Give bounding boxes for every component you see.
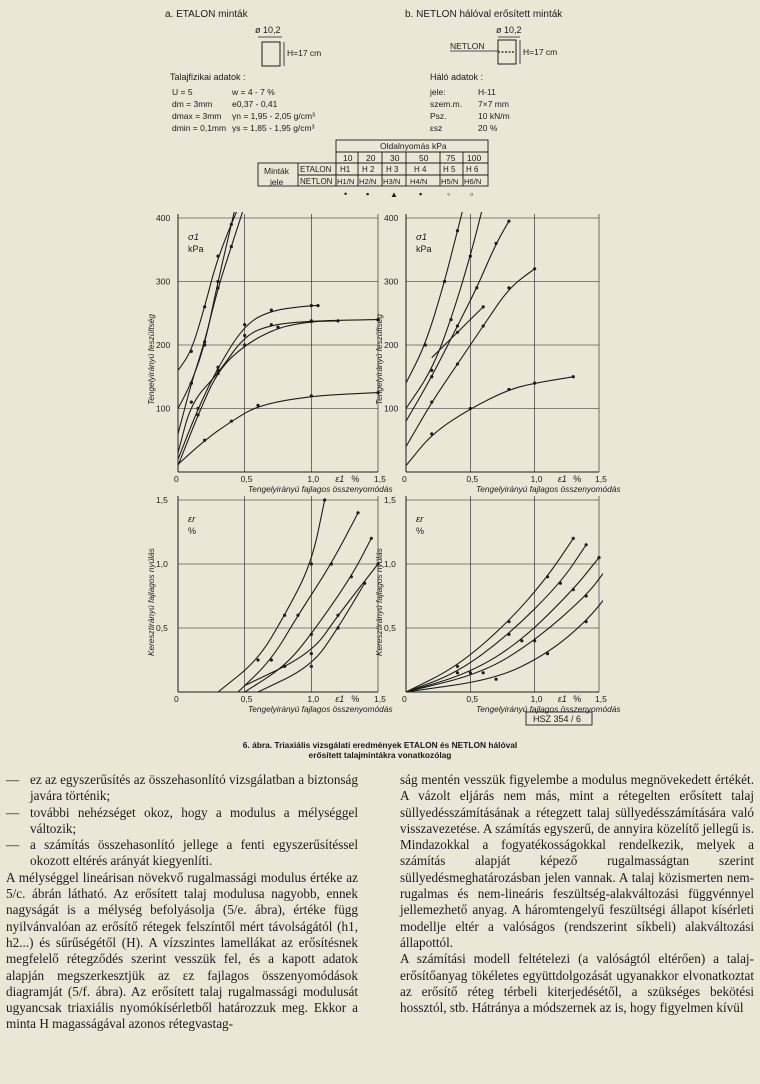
data-point: [507, 620, 510, 623]
y-tick-label: 0,5: [156, 623, 168, 633]
data-point: [243, 343, 246, 346]
series-line: [218, 500, 325, 692]
bullet-2-text: további nehézséget okoz, hogy a modulus a mélységgel változik;: [30, 804, 358, 836]
y-tick-label: 300: [156, 276, 171, 287]
x-tick-label: 0,5: [240, 694, 253, 704]
data-point: [533, 382, 536, 385]
data-point: [190, 401, 193, 404]
y-tick-label: 100: [156, 403, 171, 414]
x-tick-label: 0,5: [240, 474, 253, 484]
data-point: [336, 614, 339, 617]
data-point: [256, 404, 259, 407]
header-b-row0-c0: jele:: [430, 87, 446, 97]
data-point: [585, 594, 588, 597]
header-b-row2-c0: Psz.: [430, 111, 447, 121]
header-a-height: H=17 cm: [287, 48, 322, 58]
data-point: [456, 671, 459, 674]
x-axis-label: Tengelyirányú fajlagos összenyomódás: [476, 704, 621, 714]
x-unit: %: [573, 474, 582, 484]
y-symbol: σ1: [188, 232, 200, 243]
data-point: [469, 407, 472, 410]
x-tick-label: 1,5: [374, 474, 386, 484]
legend-row-label-2: jele: [270, 177, 284, 187]
legend-pressure-2: 30: [390, 153, 400, 163]
data-point: [243, 334, 246, 337]
data-point: [350, 575, 353, 578]
x-tick-label: 0: [174, 474, 179, 484]
x-tick-label: 0,5: [466, 694, 479, 704]
legend-netlon-label: NETLON: [300, 177, 333, 186]
x-tick-label: 1,0: [307, 474, 320, 484]
data-point: [276, 326, 279, 329]
paragraph-right-2: A számítási modell feltételezi (a valóságtól eltérően) a talaj-erősítőanyag tökéletes együttdolgozását ugyanakkor elvonatkoztat az erősítő réteg térbeli kiterjedésétől, a szükséges bekötési hossztól, stb. Hátránya a módszernek az is, hogy figyelmen kívül: [400, 951, 754, 1016]
data-point: [310, 652, 313, 655]
data-point: [597, 556, 600, 559]
x-tick-label: 1,5: [374, 694, 386, 704]
data-point: [572, 537, 575, 540]
figure-code: HSZ 354 / 6: [533, 714, 582, 724]
legend-marker-0: •: [344, 189, 348, 199]
header-b-row0-c1: H-11: [478, 87, 496, 97]
data-point: [216, 372, 219, 375]
series-line: [178, 393, 378, 465]
data-point: [243, 166, 246, 169]
data-point: [310, 633, 313, 636]
data-point: [533, 639, 536, 642]
data-point: [482, 324, 485, 327]
y-tick-label: 200: [384, 340, 399, 350]
header-a-row1-c0: dm = 3mm: [172, 99, 213, 109]
y-tick-label: 1,0: [384, 559, 396, 569]
paragraph-right-1: ság mentén vesszük figyelembe a modulus megnövekedett értékét. A vázolt eljárás nem más, mint a rétegelten erősített talaj süllyedésszámításának a rétegzett talaj süllyedésszámítására való visszavezetése. A számítás egyszerű, de annyira közelítő jellegű is. Mindazokkal a fogyatékosságokkal rendelkezik, melyek a számítás alapját képező rugalmasságtan szerint süllyedésmeghatározásban jelen vannak. A talaj közismerten nem-rugalmas és nem-lineáris feszültség-alakváltozási függvénnyel jellemezhető anyag. A háromtengelyű feszültségi állapot kísérleti modellje eltér a valóságos (rendszerint síkbeli) alakváltozási állapottól.: [400, 772, 754, 950]
x-symbol: ε1: [557, 474, 567, 484]
header-a-title: a. ETALON minták: [165, 9, 248, 20]
series-line: [406, 558, 599, 692]
x-tick-label: 1,0: [530, 694, 543, 704]
text-column-right: [400, 772, 754, 1016]
legend-etalon-0: H1: [340, 165, 351, 174]
data-point: [216, 366, 219, 369]
legend-pressure-header: Oldalnyomás kPa: [380, 141, 447, 151]
series-line: [406, 545, 586, 692]
y-unit: %: [416, 526, 425, 536]
data-point: [456, 665, 459, 668]
series-line: [406, 377, 573, 466]
data-point: [449, 318, 452, 321]
y-symbol: σ1: [416, 232, 428, 243]
data-point: [256, 658, 259, 661]
y-tick-label: 1,0: [156, 559, 168, 569]
x-axis-label: Tengelyirányú fajlagos összenyomódás: [248, 704, 393, 714]
data-point: [520, 639, 523, 642]
data-point: [203, 305, 206, 308]
data-point: [216, 255, 219, 258]
data-point: [456, 362, 459, 365]
data-point: [507, 220, 510, 223]
data-point: [604, 569, 607, 572]
bullet-3-text: a számítás összehasonlító jellege a fenti egyszerűsítéssel okozott eltérés arányát kiegyenlíti.: [30, 837, 358, 869]
legend-etalon-4: H 5: [443, 165, 456, 174]
chart-bottom-right: [374, 495, 621, 714]
x-tick-label: 0,5: [466, 474, 479, 484]
bullet-3: — a számítás összehasonlító jellege a fenti egyszerűsítéssel okozott eltérés arányát kiegyenlíti.: [6, 837, 358, 869]
series-line: [178, 306, 318, 460]
data-point: [316, 304, 319, 307]
data-point: [585, 543, 588, 546]
legend-pressure-0: 10: [343, 153, 353, 163]
legend-marker-4: ◦: [447, 189, 451, 199]
header-b-row3-c0: εsz: [430, 123, 443, 133]
legend-netlon-1: H2/N: [359, 177, 377, 186]
series-line: [238, 513, 358, 692]
bullet-1-text: ez az egyszerűsítés az összehasonlító vizsgálatban a biztonság javára történik;: [30, 772, 358, 804]
x-unit: %: [351, 694, 360, 704]
data-point: [310, 665, 313, 668]
data-point: [270, 658, 273, 661]
data-point: [283, 614, 286, 617]
header-a-diameter: ø 10,2: [255, 25, 281, 35]
data-point: [243, 323, 246, 326]
data-point: [469, 255, 472, 258]
legend-etalon-1: H 2: [362, 165, 375, 174]
header-a-row3-c1: γs = 1,85 - 1,95 g/cm³: [232, 123, 315, 133]
data-point: [216, 280, 219, 283]
y-symbol: εr: [188, 514, 196, 525]
legend-marker-1: ▪: [366, 189, 370, 199]
legend-etalon-5: H 6: [466, 165, 479, 174]
data-point: [270, 308, 273, 311]
y-unit: kPa: [188, 244, 204, 254]
legend-pressure-4: 75: [446, 153, 456, 163]
series-line: [178, 320, 378, 453]
header-b-diameter: ø 10,2: [496, 25, 522, 35]
data-point: [203, 343, 206, 346]
y-tick-label: 0,5: [384, 623, 396, 633]
data-point: [330, 562, 333, 565]
y-axis-label: Tengelyirányú feszültség: [146, 313, 156, 405]
header-a-sample: [262, 42, 280, 66]
text-column-left: [6, 772, 358, 1033]
data-point: [456, 324, 459, 327]
data-point: [456, 229, 459, 232]
data-point: [443, 280, 446, 283]
data-point: [533, 267, 536, 270]
legend-netlon-4: H5/N: [441, 177, 459, 186]
data-point: [270, 323, 273, 326]
caption-line-1: 6. ábra. Triaxiális vizsgálati eredmények ETALON és NETLON hálóval: [242, 740, 518, 750]
header-a-row3-c0: dmin = 0,1mm: [172, 123, 227, 133]
chart-top-right: [374, 204, 621, 494]
data-point: [430, 432, 433, 435]
header-b-title: b. NETLON hálóval erősített minták: [405, 9, 563, 20]
x-axis-label: Tengelyirányú fajlagos összenyomódás: [248, 484, 393, 494]
data-point: [507, 633, 510, 636]
data-point: [462, 204, 465, 207]
data-point: [546, 652, 549, 655]
data-point: [230, 420, 233, 423]
y-axis-label: Tengelyirányú feszültség: [374, 313, 384, 405]
y-tick-label: 1,5: [156, 495, 168, 505]
header-b-netlon: NETLON: [450, 41, 485, 51]
x-symbol: ε1: [335, 474, 345, 484]
x-tick-label: 1,5: [595, 474, 607, 484]
y-tick-label: 1,5: [384, 495, 396, 505]
data-point: [610, 588, 613, 591]
y-unit: kPa: [416, 244, 432, 254]
legend-pressure-3: 50: [419, 153, 429, 163]
header-a-row0-c1: w = 4 - 7 %: [232, 87, 275, 97]
figure-caption: [150, 740, 610, 760]
data-point: [323, 498, 326, 501]
data-point: [310, 394, 313, 397]
data-point: [336, 626, 339, 629]
header-b-row1-c1: 7×7 mm: [478, 99, 509, 109]
series-line: [178, 321, 338, 466]
data-point: [310, 562, 313, 565]
data-point: [456, 331, 459, 334]
bullet-2: — további nehézséget okoz, hogy a modulus a mélységgel változik;: [6, 804, 358, 836]
x-tick-label: 0: [402, 474, 407, 484]
header-b-height: H=17 cm: [523, 47, 558, 57]
data-point: [482, 671, 485, 674]
data-point: [370, 537, 373, 540]
caption-line-2: erősített talajmintákra vonatkozólag: [308, 750, 452, 760]
x-symbol: ε1: [557, 694, 567, 704]
data-point: [203, 439, 206, 442]
data-point: [196, 413, 199, 416]
x-tick-label: 1,5: [595, 694, 607, 704]
legend-row-label-1: Minták: [264, 166, 290, 176]
data-point: [430, 375, 433, 378]
data-point: [190, 382, 193, 385]
data-point: [494, 678, 497, 681]
x-tick-label: 1,0: [307, 694, 320, 704]
header-b-row1-c0: szem.m.: [430, 99, 463, 109]
data-point: [546, 575, 549, 578]
legend-netlon-0: H1/N: [337, 177, 355, 186]
legend-pressure-1: 20: [366, 153, 376, 163]
data-point: [190, 350, 193, 353]
header-a-row0-c0: U = 5: [172, 87, 193, 97]
data-point: [310, 304, 313, 307]
data-point: [507, 388, 510, 391]
legend-marker-5: ▫: [470, 189, 474, 199]
bullet-1: — ez az egyszerűsítés az összehasonlító vizsgálatban a biztonság javára történik;: [6, 772, 358, 804]
data-point: [243, 191, 246, 194]
series-line: [178, 167, 245, 408]
y-symbol: εr: [416, 514, 424, 525]
data-point: [559, 582, 562, 585]
y-axis-label: Keresztirányú fajlagos nyúlás: [374, 548, 384, 656]
data-point: [572, 375, 575, 378]
paragraph-left: A mélységgel lineárisan növekvő rugalmassági modulus értéke az 5/c. ábrán látható. Az erősített talaj modulusa nagyobb, ennek nagyságát is a mélység befolyásolja (5/e. ábra), értéke függ nyilvánvalóan az erősítő rétegek felszíntől mért távolságától (h1, h2...) és sűrűségétől (H). A vízszintes lamellákat az erősítésnek megfelelő rétegződés szerint vesszük fel, és a kapott adatok alapján megszerkesztjük az εz fajlagos összenyomódások diagramját (5/f. ábra). Az erősített talaj rugalmassági modulusát ugyancsak triaxiális nyomókísérletből határozzuk meg. Ekkor a minta H magasságával azonos rétegvastag-: [6, 869, 358, 1032]
y-axis-label: Keresztirányú fajlagos nyúlás: [146, 548, 156, 656]
x-symbol: ε1: [335, 694, 345, 704]
data-point: [482, 305, 485, 308]
data-point: [424, 343, 427, 346]
legend-etalon-label: ETALON: [300, 165, 332, 174]
y-tick-label: 300: [384, 276, 399, 287]
data-point: [243, 204, 246, 207]
legend-etalon-3: H 4: [414, 165, 427, 174]
data-point: [572, 588, 575, 591]
header-a-row2-c1: γn = 1,95 - 2,05 g/cm³: [232, 111, 315, 121]
header-b-row2-c1: 10 kN/m: [478, 111, 510, 121]
legend-netlon-5: H6/N: [464, 177, 482, 186]
chart-top-left: [146, 166, 393, 494]
x-tick-label: 0: [174, 694, 179, 704]
data-point: [430, 369, 433, 372]
y-tick-label: 100: [384, 403, 399, 414]
header-b-data-title: Háló adatok :: [430, 72, 484, 82]
series-line: [245, 538, 372, 692]
chart-bottom-left: [146, 495, 393, 714]
x-tick-label: 0: [402, 694, 407, 704]
series-line: [406, 205, 464, 383]
x-tick-label: 1,0: [530, 474, 543, 484]
data-point: [430, 401, 433, 404]
data-point: [482, 204, 485, 207]
y-tick-label: 200: [156, 340, 171, 350]
header-b-row3-c1: 20 %: [478, 123, 498, 133]
x-axis-label: Tengelyirányú fajlagos összenyomódás: [476, 484, 621, 494]
legend-netlon-2: H3/N: [383, 177, 401, 186]
legend-pressure-5: 100: [467, 153, 482, 163]
y-tick-label: 400: [156, 213, 171, 223]
header-a-row2-c0: dmax = 3mm: [172, 111, 222, 121]
data-point: [585, 620, 588, 623]
series-line: [406, 570, 605, 692]
x-unit: %: [351, 474, 360, 484]
data-point: [296, 614, 299, 617]
x-unit: %: [573, 694, 582, 704]
data-point: [494, 242, 497, 245]
data-point: [507, 286, 510, 289]
legend-etalon-2: H 3: [386, 165, 399, 174]
legend-marker-3: ▪: [419, 189, 423, 199]
y-tick-label: 400: [384, 213, 399, 223]
header-a-data-title: Talajfizikai adatok :: [170, 72, 246, 82]
legend-marker-2: ▲: [390, 190, 398, 199]
data-point: [230, 245, 233, 248]
header-a-row1-c1: e0,37 - 0,41: [232, 99, 278, 109]
data-point: [475, 286, 478, 289]
data-point: [196, 407, 199, 410]
data-point: [356, 511, 359, 514]
data-point: [310, 319, 313, 322]
legend-netlon-3: H4/N: [410, 177, 428, 186]
y-unit: %: [188, 526, 197, 536]
